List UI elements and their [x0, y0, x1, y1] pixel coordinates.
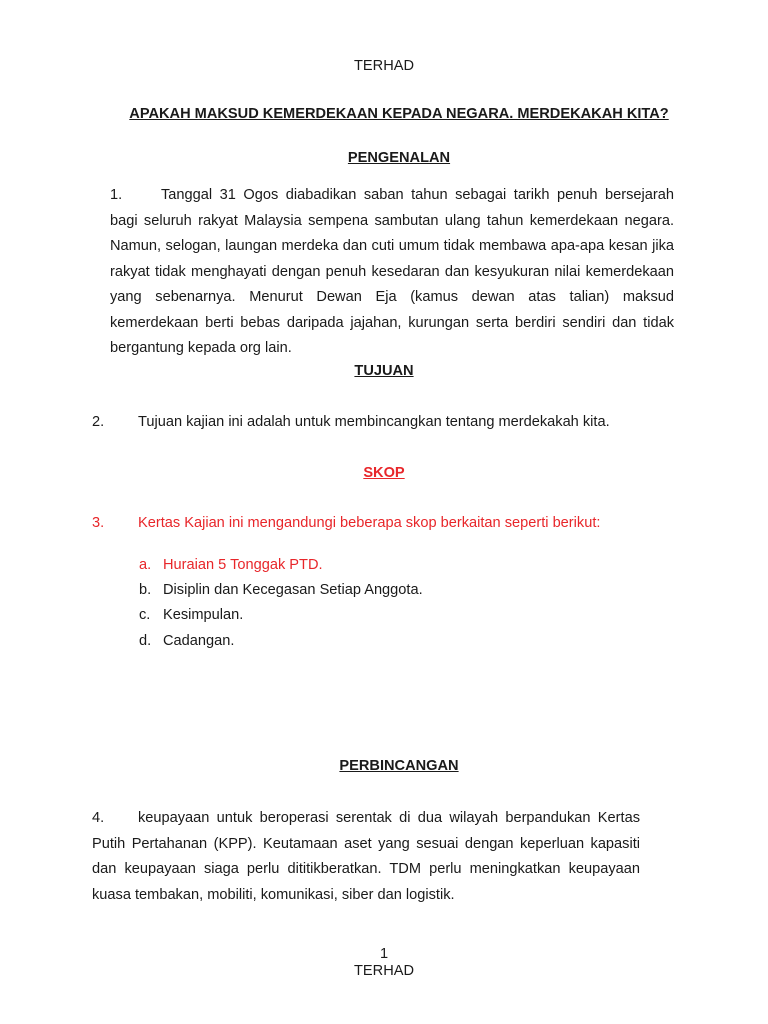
list-item	[139, 582, 423, 598]
list-letter: d.	[139, 633, 152, 649]
paragraph-number: 1.	[110, 187, 123, 203]
paragraph-perbincangan	[92, 806, 640, 908]
header-classification: TERHAD	[354, 58, 414, 74]
page-number: 1	[379, 946, 389, 962]
heading-skop: SKOP	[363, 465, 405, 481]
list-item	[139, 557, 323, 573]
list-text: Disiplin dan Kecegasan Setiap Anggota.	[163, 582, 423, 598]
list-letter: c.	[139, 607, 151, 623]
paragraph-number: 3.	[92, 515, 105, 531]
list-text: Huraian 5 Tonggak PTD.	[163, 557, 323, 573]
document-title: APAKAH MAKSUD KEMERDEKAAN KEPADA NEGARA. MERDEKAKAH KITA?	[129, 106, 669, 122]
heading-perbincangan: PERBINCANGAN	[339, 758, 459, 774]
paragraph-text: Tanggal 31 Ogos diabadikan saban tahun sebagai tarikh penuh bersejarah bagi seluruh rakyat Malaysia sempena sambutan ulang tahun kemerdekaan negara. Namun, selogan, laungan merdeka dan cuti umum tidak membawa apa-apa kesan jika rakyat tidak menghayati dengan penuh kesedaran dan kesyukuran nilai kemerdekaan yang sebenarnya. Menurut Dewan Eja (kamus dewan atas talian) maksud kemerdekaan berti bebas daripada jajahan, kurungan serta berdiri sendiri dan tidak bergantung kepada org lain.	[110, 187, 674, 356]
footer-classification: TERHAD	[354, 963, 414, 979]
heading-tujuan: TUJUAN	[354, 363, 414, 379]
paragraph-number: 4.	[92, 810, 105, 826]
list-item	[139, 607, 243, 623]
list-item	[139, 633, 234, 649]
paragraph-text: Tujuan kajian ini adalah untuk membincangkan tentang merdekakah kita.	[138, 414, 610, 430]
paragraph-text: Kertas Kajian ini mengandungi beberapa skop berkaitan seperti berikut:	[138, 515, 601, 531]
paragraph-text: keupayaan untuk beroperasi serentak di dua wilayah berpandukan Kertas Putih Pertahanan (KPP). Keutamaan aset yang sesuai dengan keperluan kapasiti dan keupayaan siaga perlu dititikberatkan. TDM perlu meningkatkan keupayaan kuasa tembakan, mobiliti, komunikasi, siber dan logistik.	[92, 810, 640, 903]
list-text: Kesimpulan.	[163, 607, 244, 623]
list-letter: b.	[139, 582, 152, 598]
list-text: Cadangan.	[163, 633, 235, 649]
list-letter: a.	[139, 557, 152, 573]
paragraph-pengenalan	[110, 183, 674, 362]
heading-pengenalan: PENGENALAN	[347, 150, 451, 166]
paragraph-number: 2.	[92, 414, 105, 430]
